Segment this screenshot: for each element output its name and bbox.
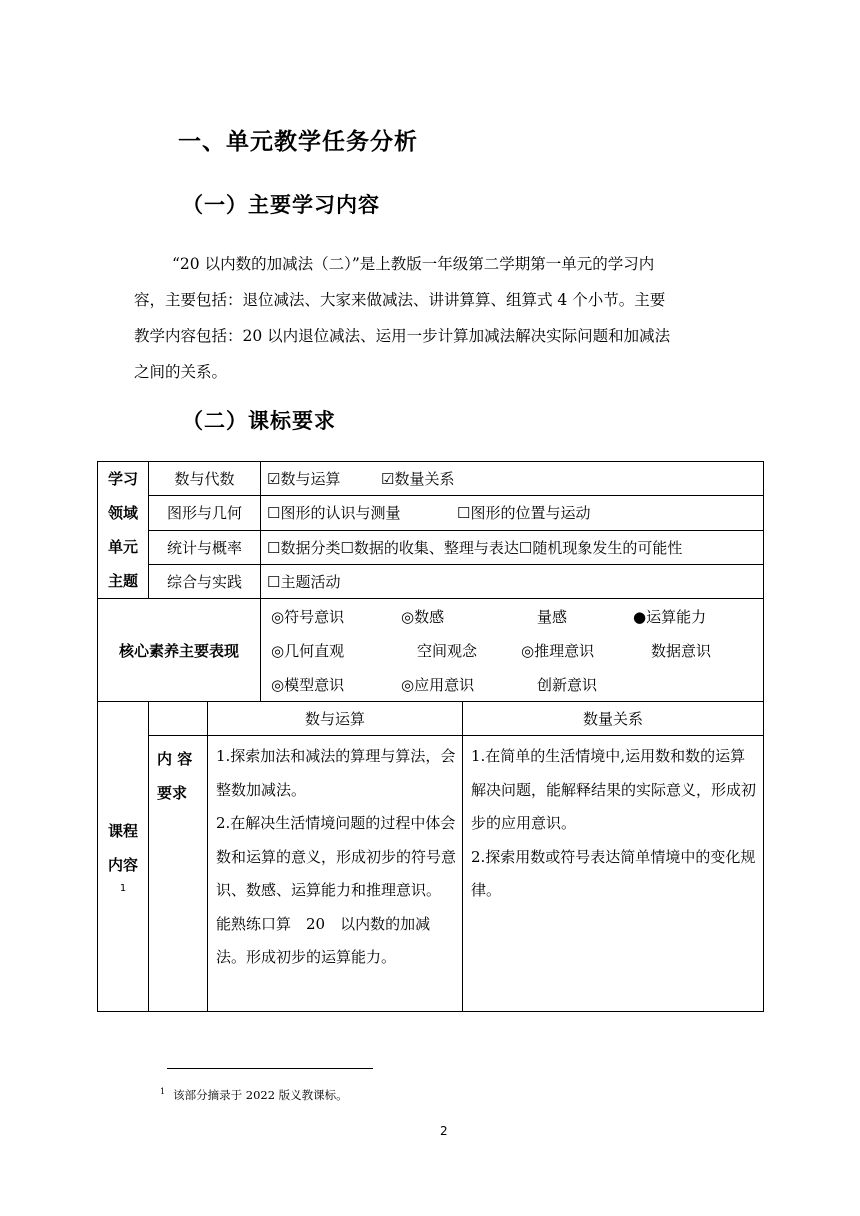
domain-row: [98, 496, 764, 530]
literacy-item: ◎几何直观: [271, 641, 345, 660]
domain-name: 统计与概率: [149, 530, 261, 564]
empty-header-cell: [149, 702, 208, 736]
literacy-item: ◎应用意识: [401, 675, 475, 694]
course-label-part: 内容: [107, 856, 138, 874]
course-body-row: [98, 736, 764, 1012]
domain-options: [261, 564, 764, 598]
domain-row: [98, 462, 764, 496]
literacy-item: 量感: [537, 607, 568, 626]
requirement-item: 2.在解决生活情境问题的过程中体会数和运算的意义，形成初步的符号意识、数感、运算能力和推理意识。: [216, 814, 457, 899]
literacy-item: ◎符号意识: [271, 607, 345, 626]
req-label-part: 要求: [157, 784, 188, 802]
domain-label-part: 学习: [107, 470, 138, 488]
standards-table: [97, 461, 764, 702]
literacy-row-line: [271, 599, 757, 633]
domain-label-part: 领域: [107, 504, 138, 522]
page-number: 2: [440, 1124, 448, 1138]
footnote-separator: [167, 1068, 373, 1069]
domain-name: 综合与实践: [149, 564, 261, 598]
domain-name: 图形与几何: [149, 496, 261, 530]
literacy-item: 创新意识: [537, 675, 598, 694]
requirement-item: 能熟练口算 20 以内数的加减法。形成初步的运算能力。: [216, 914, 431, 966]
course-content-table: [97, 701, 764, 1012]
requirement-item: 1.探索加法和减法的算理与算法，会整数加减法。: [216, 747, 456, 799]
main-content-paragraph: [134, 246, 734, 390]
literacy-item: 空间观念: [417, 641, 478, 660]
paragraph-line: 容，主要包括：退位减法、大家来做减法、讲讲算算、组算式 4 个小节。主要: [134, 291, 666, 309]
paragraph-line: “20 以内数的加减法（二）”是上教版一年级第二学期第一单元的学习内: [172, 255, 655, 273]
course-label-part: 课程: [107, 822, 138, 840]
req-label-part: 内 容: [157, 750, 193, 768]
footnote: [160, 1087, 348, 1103]
domain-row: [98, 530, 764, 564]
domain-options: [261, 462, 764, 496]
quantity-relation-text: [463, 736, 764, 1012]
domain-row: [98, 564, 764, 598]
literacy-label: 核心素养主要表现: [98, 599, 261, 702]
checkbox-option: ☐图形的认识与测量: [267, 504, 401, 523]
literacy-item: ◎数感: [401, 607, 445, 626]
domain-options: [261, 530, 764, 564]
paragraph-line: 教学内容包括：20 以内退位减法、运用一步计算加减法解决实际问题和加减法: [134, 327, 671, 345]
literacy-items: [261, 599, 764, 702]
requirement-label: [149, 736, 208, 1012]
literacy-row-line: [271, 633, 757, 667]
literacy-item: ◎模型意识: [271, 675, 345, 694]
col-header-number-operation: 数与运算: [208, 702, 463, 736]
footnote-number: 1: [160, 1087, 166, 1097]
checkbox-option: ☐图形的位置与运动: [457, 504, 591, 523]
course-header-row: [98, 702, 764, 736]
footnote-text: 该部分摘录于 2022 版义教课标。: [173, 1088, 348, 1102]
checkbox-checked-option: ☑数量关系: [381, 470, 455, 489]
literacy-item: ◎推理意识: [521, 641, 595, 660]
checkbox-option: ☐数据分类☐数据的收集、整理与表达☐随机现象发生的可能性: [267, 538, 683, 557]
domain-label-part: 单元: [107, 538, 138, 556]
domain-options: [261, 496, 764, 530]
footnote-mark: 1: [119, 883, 127, 894]
literacy-row: [98, 599, 764, 702]
checkbox-option: ☐主题活动: [267, 572, 341, 591]
course-content-label: [98, 702, 149, 1012]
literacy-row-line: [271, 667, 757, 701]
literacy-item: ●运算能力: [633, 607, 707, 626]
section-title-curriculum: （二）课标要求: [182, 409, 336, 433]
heading-unit-analysis: 一、单元教学任务分析: [178, 129, 418, 155]
section-title-main-content: （一）主要学习内容: [182, 193, 380, 217]
domain-label-part: 主题: [107, 572, 138, 590]
requirement-item: 2.探索用数或符号表达简单情境中的变化规律。: [471, 847, 756, 899]
requirement-item: 1.在简单的生活情境中,运用数和数的运算解决问题，能解释结果的实际意义，形成初步的应用意识。: [471, 747, 757, 832]
literacy-item: 数据意识: [651, 641, 712, 660]
domain-label-cell: [98, 462, 149, 599]
col-header-quantity-relation: 数量关系: [463, 702, 764, 736]
domain-name: 数与代数: [149, 462, 261, 496]
number-operation-text: [208, 736, 463, 1012]
checkbox-checked-option: ☑数与运算: [267, 470, 341, 489]
paragraph-line: 之间的关系。: [134, 363, 228, 381]
